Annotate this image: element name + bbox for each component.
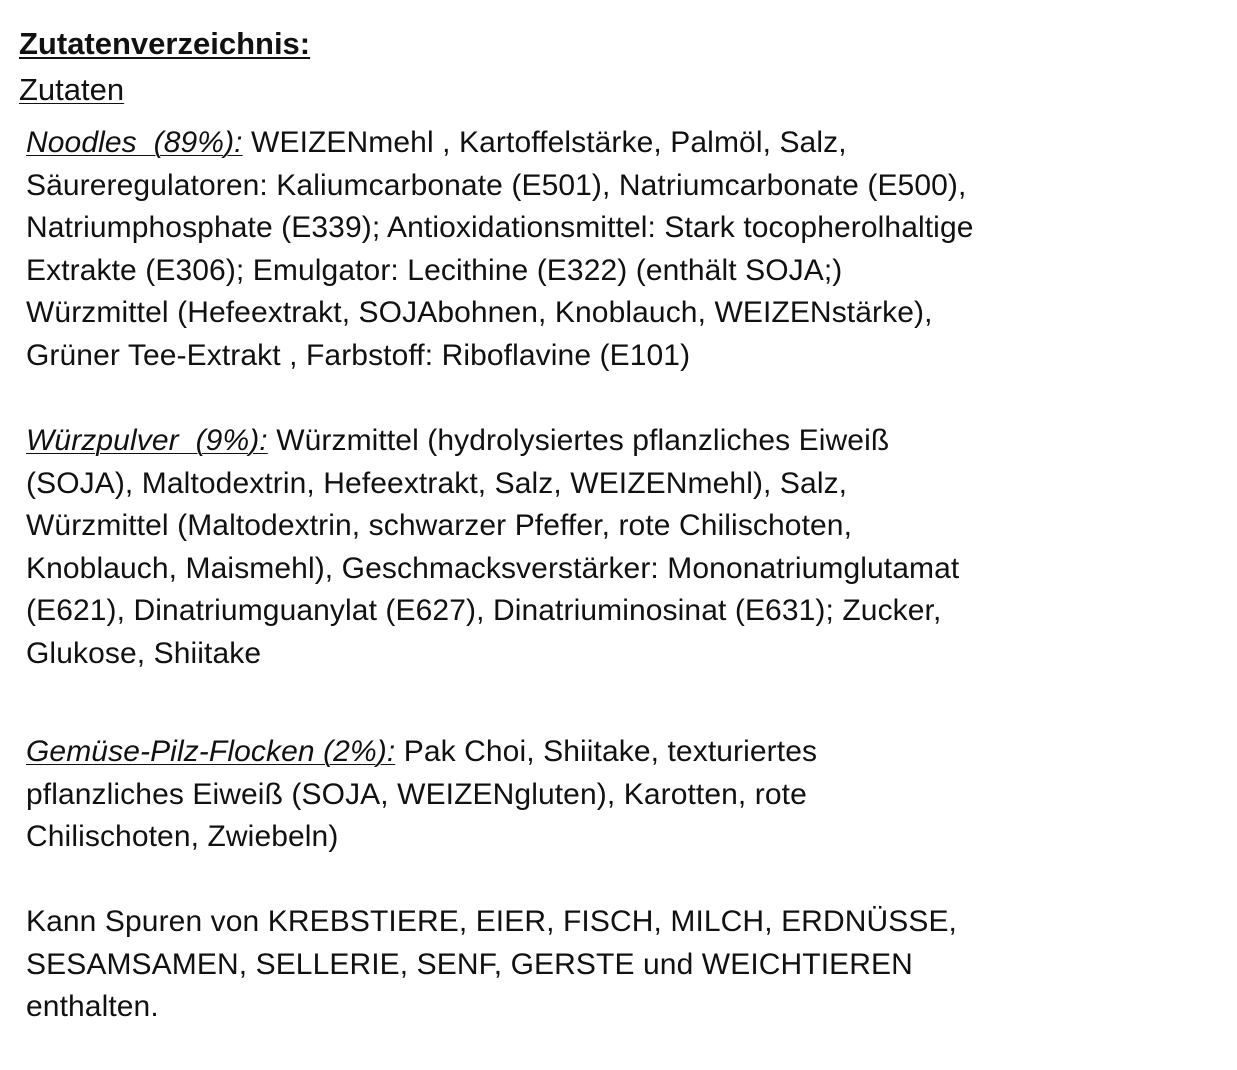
noodles-ingredients: WEIZENmehl , Kartoffelstärke, Palmöl, Salz, Säureregulatoren: Kaliumcarbonate (E501), Natriumcarbonate (E500), Natriumphosphate (E339); Antioxidationsmittel: Stark tocopherolhaltige Extrakte (E306); Emulgator: Lecithine (E322) (enthält SOJA;) Würzmittel (Hefeextrakt, SOJAbohnen, Knoblauch, WEIZENstärke), Grüner Tee-Extrakt , Farbstoff: Riboflavine (E101) [26,126,974,372]
vegetable-flakes-section [26,731,1221,859]
seasoning-powder-section [26,420,1221,676]
allergen-notice: Kann Spuren von KREBSTIERE, EIER, FISCH, MILCH, ERDNÜSSE, SESAMSAMEN, SELLERIE, SENF, GERSTE und WEICHTIEREN enthalten. [26,905,957,1024]
ingredients-subtitle: Zutaten [19,72,125,107]
noodles-separator [243,126,251,159]
seasoning-powder-separator [268,424,276,457]
page-title: Zutatenverzeichnis: [19,26,311,61]
seasoning-powder-ingredients: Würzmittel (hydrolysiertes pflanzliches Eiweiß (SOJA), Maltodextrin, Hefeextrakt, Salz, WEIZENmehl), Salz, Würzmittel (Maltodextrin, schwarzer Pfeffer, rote Chilischoten, Knoblauch, Maismehl), Geschmacksverstärker: Mononatriumglutamat (E621), Dinatriumguanylat (E627), Dinatriuminosinat (E631); Zucker, Glukose, Shiitake [26,424,960,670]
vegetable-flakes-label: Gemüse-Pilz-Flocken (2%): [26,735,396,768]
noodles-section [26,122,1221,378]
noodles-label: Noodles (89%): [26,126,243,159]
vegetable-flakes-separator [395,735,403,768]
vegetable-flakes-ingredients: Pak Choi, Shiitake, texturiertes pflanzliches Eiweiß (SOJA, WEIZENgluten), Karotten, rote Chilischoten, Zwiebeln) [26,735,818,854]
seasoning-powder-label: Würzpulver (9%): [26,424,268,457]
